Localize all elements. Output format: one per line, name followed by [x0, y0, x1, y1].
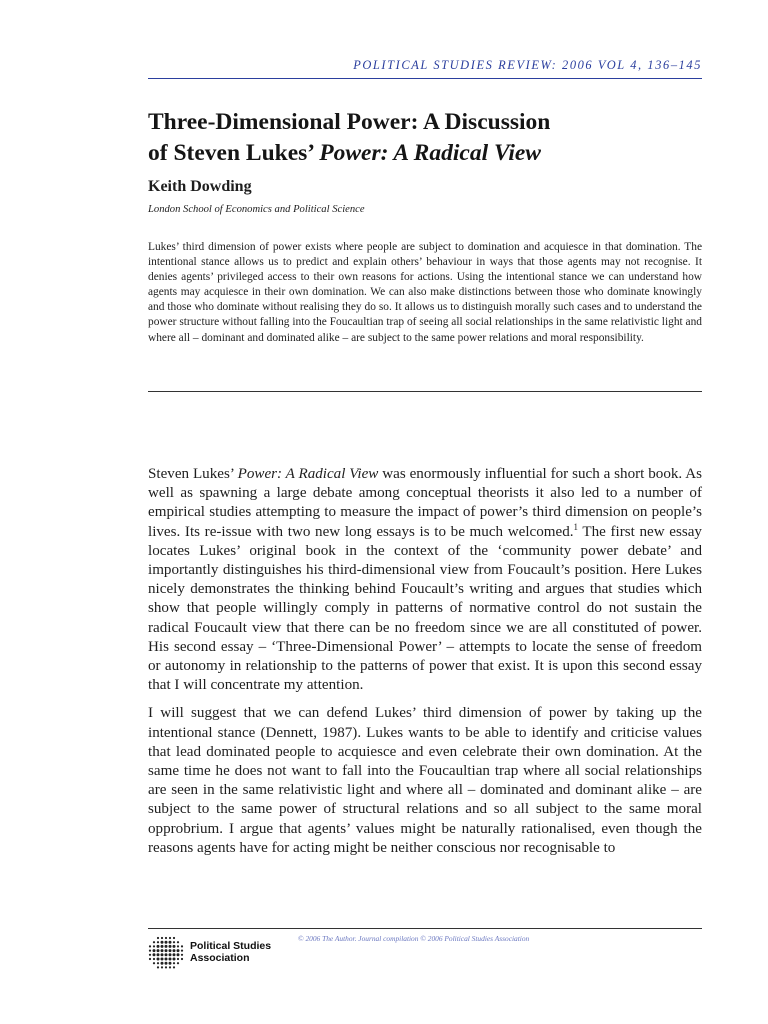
footnote-ref[interactable]: 1 [573, 521, 579, 532]
title-line-2: of Steven Lukes’ Power: A Radical View [148, 140, 541, 166]
header-rule [148, 78, 702, 79]
copyright-notice: © 2006 The Author. Journal compilation © 2006 Political Studies Association [298, 934, 530, 943]
article-title [148, 107, 708, 169]
running-head: POLITICAL STUDIES REVIEW: 2006 VOL 4, 136–145 [353, 58, 702, 72]
title-book-name: Power: A Radical View [319, 140, 541, 166]
title-line-1: Three-Dimensional Power: A Discussion [148, 109, 551, 135]
logo-line-1: Political Studies [190, 940, 272, 952]
footer-rule [148, 928, 702, 929]
body-text [148, 465, 702, 867]
author-name: Keith Dowding [148, 178, 252, 195]
logo-line-2: Association [190, 951, 250, 964]
abstract: Lukes’ third dimension of power exists where people are subject to domination and acquiesce in that domination. The intentional stance allows us to predict and explain others’ behaviour in ways that those agents may not recognise. It denies agents’ privileged access to their own reasons for actions. Using the intentional stance we can understand how agents may acquiesce in their own domination. We can also make distinctions between those who dominate knowingly and those who dominate without realising they do so. It allows us to distinguish morally such cases and to understand the power structure without falling into the Foucaultian trap of seeing all social relationships in the same relativistic light and where all – dominant and dominated alike – are subject to the same power relations and moral responsibility. [148, 241, 702, 344]
psa-logo-icon [148, 936, 184, 970]
paragraph-2: I will suggest that we can defend Lukes’ third dimension of power by taking up the intentional stance (Dennett, 1987). Lukes wants to be able to identify and criticise values that lead dominated people to acquiesce and even celebrate their own domination. At the same time he does not want to fall into the Foucaultian trap where all social relationships are seen in the same relativistic light and where all – dominated and dominant alike – are subject to the same power of structural relations and so all subject to the same moral opprobrium. I argue that agents’ values might be naturally rationalised, even though the reasons agents have for acting might be neither conscious nor recognisable to [148, 705, 702, 856]
book-title-ref: Power: A Radical View [237, 466, 379, 482]
author-affiliation: London School of Economics and Political Science [148, 204, 365, 215]
abstract-rule [148, 391, 702, 392]
paragraph-1: Steven Lukes’ Power: A Radical View was enormously influential for such a short book. As well as spawning a large debate among conceptual theorists it also led to a number of empirical studies attempting to measure the impact of power’s third dimension on people’s lives. Its re-issue with two new long essays is to be much welcomed.$^1$ The first new essay locates Lukes’ original book in the context of the ‘community power debate’ and importantly distinguishes his third-dimensional view from Foucault’s position. Here Lukes nicely demonstrates the thinking behind Foucault’s writing and argues that studies which show that people willingly comply in patterns of normative control do not sustain the radical Foucault view that there can be no freedom since we are all constituted of power. His second essay – ‘Three-Dimensional Power’ – attempts to locate the sense of freedom or autonomy in relationship to the patterns of power that exist. It is upon this second essay that I will concentrate my attention. [148, 466, 703, 694]
psa-logo-text [190, 941, 271, 964]
